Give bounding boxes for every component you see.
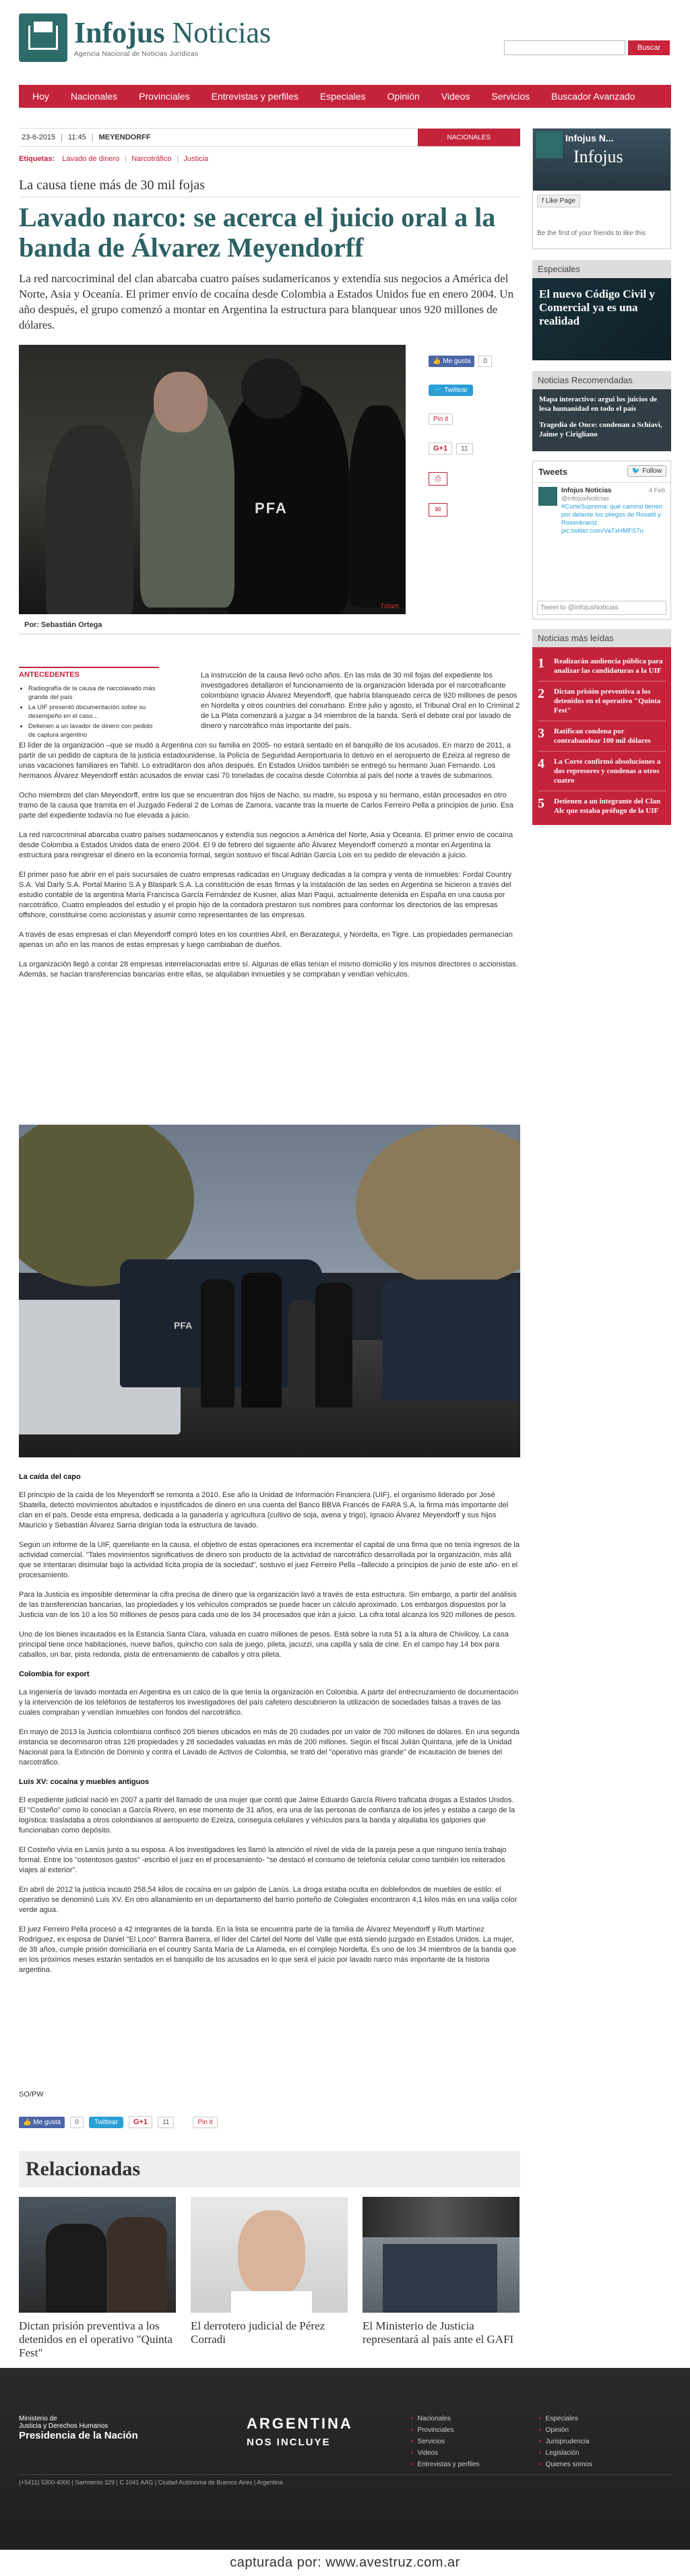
footer-link[interactable]: ▪ Provinciales <box>411 2426 480 2434</box>
print-icon[interactable]: ⎙ <box>429 472 447 486</box>
tag-list <box>19 155 211 163</box>
facebook-like-label: Me gusta <box>443 358 471 365</box>
facebook-like-button[interactable] <box>429 356 474 367</box>
background-title: ANTECEDENTES <box>19 671 80 679</box>
site-header <box>0 0 690 74</box>
share-column <box>429 356 509 534</box>
article-topic: MEYENDORFF <box>98 133 151 141</box>
most-read-heading: Noticias más leídas <box>532 629 671 647</box>
footer-link[interactable]: ▪ Quienes somos <box>539 2461 592 2468</box>
argentina-logo-main: ARGENTINA <box>247 2415 353 2432</box>
most-read-title: La Corte confirmó absoluciones a dos represores y condenas a otros cuatro <box>554 758 661 785</box>
recommended-link[interactable]: Tragedia de Once: condenan a Schiavi, Jaime y Cirigliano <box>539 421 662 438</box>
twitter-follow-button[interactable] <box>627 465 666 477</box>
paragraph: Uno de los bienes incautados es la Estancia Santa Clara, valuada en cuatro millones de pesos. Está sobre la ruta 51 a la altura de Chivilcoy. La casa principal tiene once habitaciones, nueve baños, quincho con sala de juego, pileta, jacuzzi, una capilla y sala de cine. En el campo hay 14 box para caballos, un bar, pista redonda, pista de entrenamiento de caballos y otra pileta. <box>19 1630 509 1659</box>
article-time: 11:45 <box>68 133 86 141</box>
nav-especiales[interactable]: Especiales <box>319 91 366 102</box>
facebook-cover <box>533 129 670 191</box>
most-read-item[interactable] <box>538 791 666 821</box>
nav-videos[interactable]: Videos <box>441 91 470 102</box>
tweet-compose-field[interactable]: Tweet to @infojusNoticias <box>537 601 666 615</box>
logo-text-infojus: Infojus <box>74 15 165 49</box>
secondary-photo <box>19 1125 520 1457</box>
photo-watermark: Télam <box>380 603 399 610</box>
tag-link[interactable]: Narcotráfico <box>131 155 172 163</box>
paragraph: El principio de la caída de los Meyendorff se remonta a 2010. Ese año la Unidad de Información Financiera (UIF), el organismo liderado por José Sbatella, detectó movimientos abultados e injustificados de dinero en una cuenta del Banco BBVA Francés de FARA S.A, la firma más importante del clan en el país. Desde esta empresa, dedicada a la ganadería y agricultura (cultivo de soja, avena y trigo), Ignacio Álvarez Meyendorff y sus hijos Mauricio y Sebastián Álvarez Sarria dirigían toda la estructura de lavado. <box>19 1491 509 1529</box>
facebook-friends-text: Be the first of your friends to like this <box>537 230 646 237</box>
argentina-logo <box>247 2415 353 2448</box>
footer-link[interactable]: ▪ Legislación <box>539 2449 592 2457</box>
related-item[interactable] <box>191 2197 348 2360</box>
logo-text-noticias: Noticias <box>164 15 272 49</box>
background-link[interactable]: • La UIF presentó documentación sobre su desempeño en el caso... <box>28 703 159 721</box>
related-section <box>19 2151 520 2360</box>
logo-icon <box>19 13 67 62</box>
tweet-text[interactable]: #CorteSuprema: qué camino tienen por delante los pliegos de Rosatti y Rosenkrantz <box>561 503 662 527</box>
section-badge[interactable]: NACIONALES <box>418 129 520 146</box>
article-meta-bar <box>19 128 520 147</box>
article-headline: Lavado narco: se acerca el juicio oral a la banda de Álvarez Meyendorff <box>19 202 496 263</box>
google-plus-count: 11 <box>456 443 472 455</box>
paragraph: El expediente judicial nació en 2007 a partir del llamado de una mujer que contó que Jaime Eduardo García Rivero traficaba drogas a Estados Unidos. El "Costeño" como lo conocían a García Rivero, en ese momento de 31 años, era una de las personas de confianza de los jefes y estaba a cargo de la logística: trasladaba a otros colombianos al aeropuerto de Ezeiza, conseguía celulares y vehículos para la banda y alquilaba los galpones que funcionaban como depósito. <box>19 1796 515 1835</box>
article-kicker: La causa tiene más de 30 mil fojas <box>19 178 206 193</box>
paragraph: El primer paso fue abrir en el país sucursales de cuatro empresas radicadas en Uruguay dedicadas a la compra y venta de inmuebles: Fordal Country S.A. Val Darly S.A. Portal Marino S.A y Blaspark S.A. La constitución de esas firmas y la instalación de las sedes en Argentina se hicieron a través del estudio contable de la argentina María Francisca García Fernández de Kusner, alias Mari Paqui, actualmente detenida en España en una causa por narcotráfico. Cuatro empleados del estudio y el propio hijo de la contadora prestaron sus nombres para conformar los directorios de las empresas offshore, constituirse como accionistas y asumir como representantes de las empresas. <box>19 871 512 919</box>
tag-separator: | <box>177 155 179 163</box>
facebook-page-widget <box>532 128 671 249</box>
twitter-share-button[interactable] <box>429 385 473 396</box>
tweet-link[interactable]: pic.twitter.com/VaTxHMFS7u <box>561 527 644 535</box>
tweet-handle: @infojusNoticias <box>561 495 609 502</box>
related-item[interactable] <box>363 2197 520 2360</box>
subheading: Luis XV: cocaína y muebles antiguos <box>19 1778 150 1786</box>
facebook-count: 0 <box>70 2117 84 2128</box>
nav-servicios[interactable]: Servicios <box>491 91 530 102</box>
most-read-title: Detienen a un integrante del Clan Alc que estaba prófugo de la UIF <box>554 797 660 815</box>
search-form <box>504 40 670 55</box>
twitter-share-label: Twittear <box>444 387 468 394</box>
background-box <box>19 667 159 741</box>
nav-entrevistas[interactable]: Entrevistas y perfiles <box>211 91 299 102</box>
google-plus-count: 11 <box>158 2117 174 2128</box>
paragraph: En mayo de 2013 la Justicia colombiana confiscó 205 bienes ubicados en más de 20 ciudades por un valor de 700 millones de dólares. En una segunda instancia se decomisaron otras 126 propiedades y 28 sociedades valuadas en más de 200 millones. Según el fiscal Julián Quintana, jefe de la Unidad Nacional para la Extinción de Dominio y contra el Lavado de Activos de Colombia, se trató del "operativo más grande" de incautación de bienes del narcotráfico. <box>19 1728 520 1766</box>
photo-credit: Por: Sebastián Ortega <box>19 614 520 634</box>
site-logo[interactable] <box>19 13 271 62</box>
most-read-title: Dictan prisión preventiva a los detenidos en el operativo "Quinta Fest" <box>554 688 661 715</box>
police-vest-text: PFA <box>255 500 288 517</box>
most-read-number: 1 <box>538 656 544 671</box>
facebook-like-page-button[interactable] <box>537 195 580 207</box>
footer-link[interactable]: ▪ Opinión <box>539 2426 592 2434</box>
recommended-box <box>532 371 671 451</box>
police-vest-text: PFA <box>174 1320 193 1331</box>
footer-links-col2 <box>539 2415 592 2472</box>
footer-link[interactable]: ▪ Especiales <box>539 2415 592 2422</box>
article-body-part1 <box>19 741 520 989</box>
tweet-date: 4 Feb <box>648 487 665 494</box>
argentina-logo-sub: NOS INCLUYE <box>247 2437 331 2448</box>
tweet-user[interactable]: Infojus Noticias <box>561 487 612 494</box>
meta-separator: | <box>61 133 63 141</box>
specials-banner[interactable]: El nuevo Código Civil y Comercial ya es una realidad <box>532 278 671 360</box>
tags-label: Etiquetas: <box>19 155 55 163</box>
facebook-like-page-label: Like Page <box>545 197 576 205</box>
tag-separator: | <box>125 155 127 163</box>
site-footer <box>0 2368 690 2550</box>
nav-opinion[interactable]: Opinión <box>387 91 420 102</box>
most-read-number: 3 <box>538 726 544 741</box>
subheading: La caída del capo <box>19 1473 81 1481</box>
nav-hoy[interactable]: Hoy <box>32 91 49 102</box>
search-button[interactable]: Buscar <box>628 40 670 55</box>
thumb-up-icon: 👍 <box>433 358 443 365</box>
article-body-part2 <box>19 1472 520 1985</box>
footer-link[interactable]: ▪ Servicios <box>411 2438 480 2445</box>
paragraph: El Costeño vivía en Lanús junto a su esposa. A los investigadores les llamó la atención el nivel de vida de la pareja pese a que ninguno tenía trabajo formal. Entre los "ostentosos gastos" -escribió el juez en el procesamiento- "se destacó el consumo de telefonía celular como también los reiterados viajes al exterior". <box>19 1846 507 1874</box>
related-item[interactable] <box>19 2197 176 2360</box>
background-link[interactable]: • Detienen a un lavador de dinero con pedido de captura argentino <box>28 722 159 739</box>
twitter-follow-label: Follow <box>642 467 662 475</box>
ministry-line1: Ministerio de <box>19 2415 57 2422</box>
logo-subtitle: Agencia Nacional de Noticias Jurídicas <box>74 50 199 58</box>
article-lead: La red narcocriminal del clan abarcaba cuatro países sudamericanos y extendía sus negocios a América del Norte, Asia y Oceanía. El primer envío de cocaína desde Colombia a Estados Unidos fue en enero 2004. Un año después, el grupo comenzó a montar en Argentina la estructura para blanquear unos 920 millones de dólares. <box>19 272 514 331</box>
ministry-line3: Presidencia de la Nación <box>19 2430 138 2441</box>
most-read-item[interactable] <box>538 752 666 791</box>
most-read-number: 2 <box>538 686 544 701</box>
paragraph: El líder de la organización –que se mudó a Argentina con su familia en 2005- no estará sentado en el banquillo de los acusados. En marzo de 2011, a partir de un pedido de captura de la justicia estadounidense, la Policía de Seguridad Aeroportuaria lo detuvo en el aeropuerto de Ezeiza al regreso de unas vacaciones familiares en Tahití. Lo extraditaron dos años después. En Estados Unidos también se entregó su hermano Juan Fernando. Los hermanos Álvarez Meyendorff están acusados de enviar casi 70 toneladas de cocaína desde Colombia al país del norte a través de submarinos. <box>19 741 511 780</box>
recommended-heading: Noticias Recomendadas <box>532 371 671 389</box>
article-intro: La instrucción de la causa llevó ocho años. En las más de 30 mil fojas del expediente los investigadores detallaron el funcionamiento de la organización liderada por el narcotraficante colombiano Ignacio Álvarez Meyendorff, que habría blanqueado cerca de 920 millones de pesos en Nordelta y otros countries del conurbano. Entre julio y agosto, el Tribunal Oral en lo Criminal 2 de La Plata comenzará a juzgar a 34 miembros de la banda. Será el debate oral por lavado de dinero y narcotráfico más importante del país. <box>201 671 520 730</box>
related-thumbnail <box>191 2197 348 2313</box>
most-read-item[interactable] <box>538 682 666 721</box>
twitter-share-button[interactable]: Twittear <box>89 2117 123 2128</box>
facebook-count: 0 <box>478 356 492 367</box>
facebook-like-button[interactable] <box>19 2117 65 2128</box>
twitter-bird-icon: 🐦 <box>631 467 643 475</box>
footer-link[interactable]: ▪ Jurisprudencia <box>539 2438 592 2445</box>
paragraph: El juez Ferreiro Pella procesó a 42 integrantes de la banda. En la lista se encuentra parte de la familia de Álvarez Meyendorff y Ruth Martínez Rodríguez, ex esposa de Daniel "El Loco" Barrera Barrera, el líder del Cártel del Norte del Valle que está siendo juzgado en Estados Unidos. La mujer, de 38 años, cumple prisión domiciliaria en el country Santa María de La Alameda, en el complejo Nordelta. Es uno de los 34 miembros de la banda que en los próximos meses estarán sentados en el banquillo de los acusados en lo que será el juicio por lavado narco más importante de la historia argentina. <box>19 1925 517 1974</box>
nav-provinciales[interactable]: Provinciales <box>139 91 190 102</box>
related-headline: El Ministerio de Justicia representará al país ante el GAFI <box>363 2319 514 2346</box>
paragraph: La Ingeniería de lavado montada en Argentina es un calco de la que tenía la organización en Colombia. A partir del entrecruzamiento de documentación y la intervención de los teléfonos de testaferros los investigadores del país cafetero descubrieron la utilización de sociedades falsas a través de las cuales compraban y vendían inmuebles con fondos del narcotráfico. <box>19 1688 519 1717</box>
footer-link[interactable]: ▪ Videos <box>411 2449 480 2457</box>
pinterest-button[interactable]: Pin it <box>193 2117 217 2128</box>
meta-separator: | <box>91 133 94 141</box>
recommended-link[interactable]: Mapa interactivo: argui los juicios de lesa humanidad en todo el país <box>539 395 658 413</box>
facebook-cover-text: Infojus <box>573 147 623 166</box>
ministry-line2: Justicia y Derechos Humanos <box>19 2422 108 2430</box>
most-read-title: Realizarán audiencia pública para analizar las candidaturas a la UIF <box>554 657 663 675</box>
nav-buscador-avanzado[interactable]: Buscador Avanzado <box>551 91 635 102</box>
footer-links-col1 <box>411 2415 480 2472</box>
footer-link[interactable]: ▪ Entrevistas y perfiles <box>411 2461 480 2468</box>
google-plus-button[interactable]: G+1 <box>129 2116 152 2128</box>
paragraph: En abril de 2012 la justicia incautó 258,54 kilos de cocaína en un galpón de Lanús. La droga estaba oculta en doblefondos de muebles de estilo: el operativo se denominó Luis XV. En otro allanamiento en un departamento del barrio porteño de Colegiales encontraron 4,1 kilos más en una valija color verde agua. <box>19 1886 518 1914</box>
tweet <box>533 483 670 539</box>
tweets-heading: Tweets <box>533 461 670 483</box>
related-headline: El derrotero judicial de Pérez Corradi <box>191 2319 325 2346</box>
footer-address: (+5411) 5300-4000 | Sarmiento 329 | C 1041 AAG | Ciudad Autónoma de Buenos Aires | Argentina <box>19 2474 671 2486</box>
twitter-widget <box>532 461 671 620</box>
facebook-f-icon: f <box>542 197 546 205</box>
sidebar <box>532 128 671 825</box>
specials-heading: Especiales <box>532 260 671 278</box>
ministry-logo[interactable] <box>19 2415 138 2441</box>
email-icon[interactable]: ✉ <box>429 503 447 517</box>
paragraph: Según un informe de la UIF, quereliante en la causa, el objetivo de estas operaciones era incrementar el capital de una firma que no tenía ingresos de la actividad comercial. "Tales movimientos significativos de dinero son producto de la actividad de narcotráfico desarrollada por la organización, más allá que se intentaran disimular bajo la actividad lícita propia de la sociedad", sostuvo el juez Ferreiro Pella –fallecido a principios de junio de este año- en el procesamiento. <box>19 1541 520 1579</box>
paragraph: Ocho miembros del clan Meyendorff, entre los que se encuentran dos hijos de Nacho, su madre, su esposa y su hermano, están procesados en otro tramo de la causa que tramita en el Juzgado Federal 2 de Lomas de Zamora, vacante tras la muerte de Carlos Ferreiro Pella a principios de junio. Esa parte del expediente todavía no fue elevada a juicio. <box>19 791 513 820</box>
background-link[interactable]: • Radiografía de la causa de narcolavado más grande del país <box>28 684 159 702</box>
bottom-share-bar <box>19 2116 218 2128</box>
paragraph: La red narcocriminal abarcaba cuatro países sudamericanos y extendía sus negocios a América del Norte, Asia y Oceanía. El primer envío de cocaína desde Colombia a Estados Unidos data de enero 2004. El 9 de febrero del siguiente año Álvarez Meyendorff comenzó a montar en Argentina la estructura para reingresar el dinero en la economía formal, según sostuvo el fiscal Adrián García Lois en su pedido de elevación a juicio. <box>19 831 513 859</box>
most-read-item[interactable] <box>538 721 666 752</box>
google-plus-button[interactable]: G+1 <box>429 442 452 455</box>
facebook-page-name[interactable]: Infojus N... <box>565 133 614 143</box>
capture-caption: capturada por: www.avestruz.com.ar <box>0 2550 690 2576</box>
main-nav <box>19 85 671 108</box>
tag-link[interactable]: Lavado de dinero <box>62 155 120 163</box>
related-title: Relacionadas <box>19 2151 520 2187</box>
article-signature: SO/PW <box>19 2090 44 2099</box>
most-read-item[interactable] <box>538 651 666 682</box>
most-read-number: 4 <box>538 756 544 771</box>
related-headline: Dictan prisión preventiva a los detenidos en el operativo "Quinta Fest" <box>19 2319 172 2359</box>
tweet-avatar <box>538 487 557 506</box>
paragraph: A través de esas empresas el clan Meyendorff compró lotes en los countries Abril, en Berazategui, y Nordelta, en Tigre. Las propiedades permanecían apenas un año en las manos de estas empresas y luego cambiaban de dueños. <box>19 931 513 949</box>
facebook-like-label: Me gusta <box>33 2118 61 2126</box>
paragraph: Para la Justicia es imposible determinar la cifra precisa de dinero que la organización lavó a través de esta estructura. Sin embargo, a partir del análisis de las transferencias bancarias, las propiedades y los vehículos comprados se puede hacer un cálculo aproximado. Los embargos dispuestos por la Justicia van de los 10 a los 50 millones de pesos para cada uno de los 34 procesados que irán a juicio. La cifra total alcanza los 920 millones de pesos. <box>19 1591 517 1619</box>
main-photo <box>19 345 406 614</box>
nav-nacionales[interactable]: Nacionales <box>70 91 118 102</box>
tag-link[interactable]: Justicia <box>183 155 209 163</box>
most-read-box <box>532 629 671 825</box>
article-date: 23-6-2015 <box>22 133 56 141</box>
related-thumbnail <box>19 2197 176 2313</box>
footer-link[interactable]: ▪ Nacionales <box>411 2415 480 2422</box>
search-input[interactable] <box>504 40 625 55</box>
pinterest-button[interactable]: Pin it <box>429 414 453 425</box>
paragraph: La organización llegó a contar 28 empresas interrelacionadas entre sí. Algunas de ellas tenían el mismo domicilio y los mismos directores o accionistas. Además, se hacían transferencias bancarias entre ellas, se alquilaban inmuebles y se compraban y vendían vehículos. <box>19 960 518 979</box>
twitter-bird-icon: 🐦 <box>434 387 445 394</box>
most-read-title: Ratifican condena por contrabandear 100 mil dólares <box>554 727 651 745</box>
thumb-up-icon: 👍 <box>23 2118 34 2126</box>
subheading: Colombia for export <box>19 1670 90 1678</box>
facebook-page-avatar <box>536 131 563 158</box>
related-thumbnail <box>363 2197 520 2313</box>
most-read-number: 5 <box>538 796 544 811</box>
specials-box <box>532 260 671 360</box>
